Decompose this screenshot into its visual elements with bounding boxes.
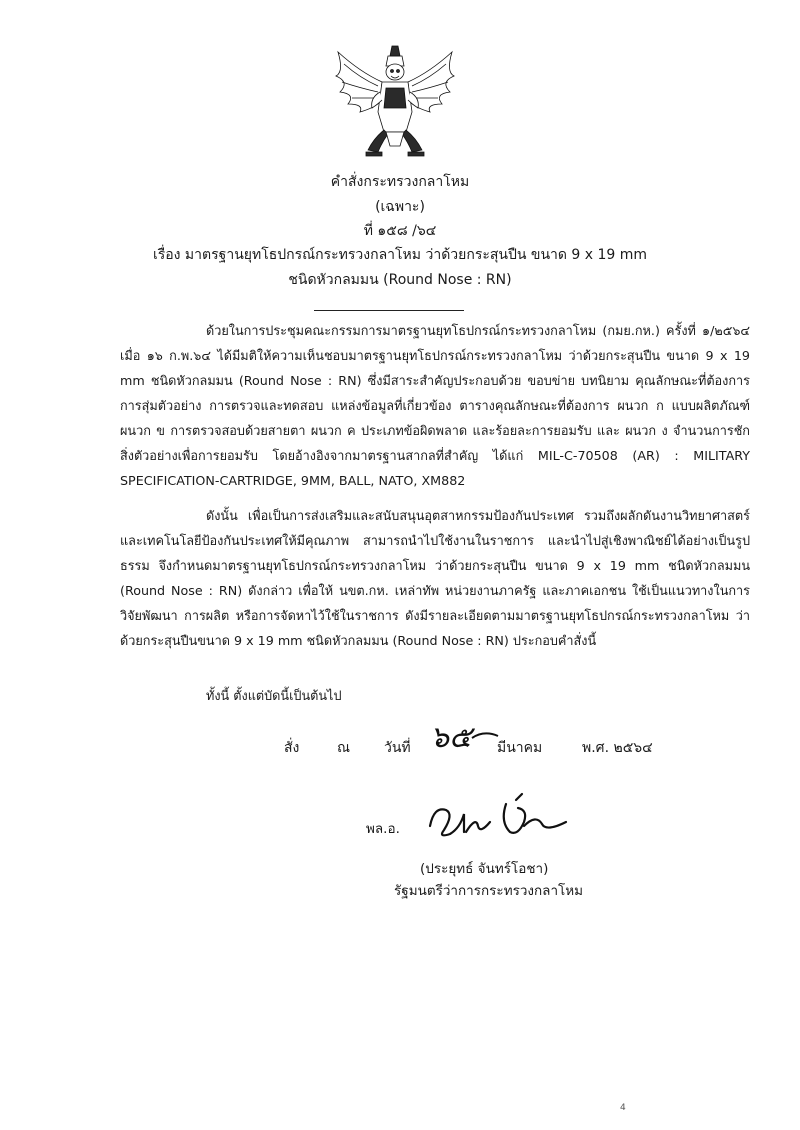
- date-label: วันที่: [384, 740, 411, 756]
- signatory-name: (ประยุทธ์ จันทร์โอชา): [420, 861, 549, 877]
- body-paragraph-2: ดังนั้น เพื่อเป็นการส่งเสริมและสนับสนุนอุตสาหกรรมป้องกันประเทศ รวมถึงผลักดันงานวิทยาศาสตร์และเทคโนโลยีป้องกันประเทศให้มีคุณภาพ สามารถนำไปใช้งานในราชการ และนำไปสู่เชิงพาณิชย์ได้อย่างเป็นรูปธรรม จึงกำหนดมาตรฐานยุทโธปกรณ์กระทรวงกลาโหม ว่าด้วยกระสุนปืน ขนาด 9 x 19 mm ชนิดหัวกลมมน (Round Nose : RN) ดังกล่าว เพื่อให้ นขต.กห. เหล่าทัพ หน่วยงานภาครัฐ และภาคเอกชน ใช้เป็นแนวทางในการวิจัยพัฒนา การผลิต หรือการจัดหาไว้ใช้ในราชการ ดังมีรายละเอียดตามมาตรฐานยุทโธปกรณ์กระทรวงกลาโหม ว่าด้วยกระสุนปืนขนาด 9 x 19 mm ชนิดหัวกลมมน (Round Nose : RN) ประกอบคำสั่งนี้: [120, 508, 750, 648]
- at-label: ณ: [337, 740, 350, 756]
- year-label: พ.ศ. ๒๕๖๔: [582, 740, 653, 756]
- order-number: ที่ ๑๕๘ /๖๔: [363, 223, 437, 239]
- month-label: มีนาคม: [497, 740, 543, 756]
- classification: (เฉพาะ): [375, 199, 425, 215]
- garuda-emblem-icon: [330, 42, 460, 160]
- order-title: คำสั่งกระทรวงกลาโหม: [330, 174, 470, 190]
- header-divider: [314, 310, 464, 311]
- handwritten-day: ๖๕: [430, 720, 472, 755]
- handwritten-signature-icon: [420, 792, 580, 848]
- ordered-label: สั่ง: [284, 740, 300, 756]
- subject-line-2: ชนิดหัวกลมมน (Round Nose : RN): [288, 272, 512, 288]
- body-paragraph-3: ทั้งนี้ ตั้งแต่บัดนี้เป็นต้นไป: [206, 688, 342, 703]
- body-paragraph-1: ด้วยในการประชุมคณะกรรมการมาตรฐานยุทโธปกรณ์กระทรวงกลาโหม (กมย.กห.) ครั้งที่ ๑/๒๕๖๔ เมื่อ ๑๖ ก.พ.๖๔ ได้มีมติให้ความเห็นชอบมาตรฐานยุทโธปกรณ์กระทรวงกลาโหม ว่าด้วยกระสุนปืน ขนาด 9 x 19 mm ชนิดหัวกลมมน (Round Nose : RN) ซึ่งมีสาระสำคัญประกอบด้วย ขอบข่าย บทนิยาม คุณลักษณะที่ต้องการ การสุ่มตัวอย่าง การตรวจและทดสอบ แหล่งข้อมูลที่เกี่ยวข้อง ตารางคุณลักษณะที่ต้องการ ผนวก ก แบบผลิตภัณฑ์ ผนวก ข การตรวจสอบด้วยสายตา ผนวก ค ประเภทข้อผิดพลาด และร้อยละการยอมรับ และ ผนวก ง จำนวนการชักสิ่งตัวอย่างเพื่อการยอมรับ โดยอ้างอิงจากมาตรฐานสากลที่สำคัญ ได้แก่ MIL-C-70508 (AR) : MILITARY SPECIFICATION-CARTRIDGE, 9MM, BALL, NATO, XM882: [120, 323, 750, 488]
- page-mark: 4: [620, 1103, 626, 1113]
- day-stroke-icon: [470, 728, 500, 744]
- signatory-rank: พล.อ.: [366, 821, 400, 837]
- subject-line-1: เรื่อง มาตรฐานยุทโธปกรณ์กระทรวงกลาโหม ว่าด้วยกระสุนปืน ขนาด 9 x 19 mm: [152, 247, 648, 263]
- signatory-position: รัฐมนตรีว่าการกระทรวงกลาโหม: [394, 883, 584, 899]
